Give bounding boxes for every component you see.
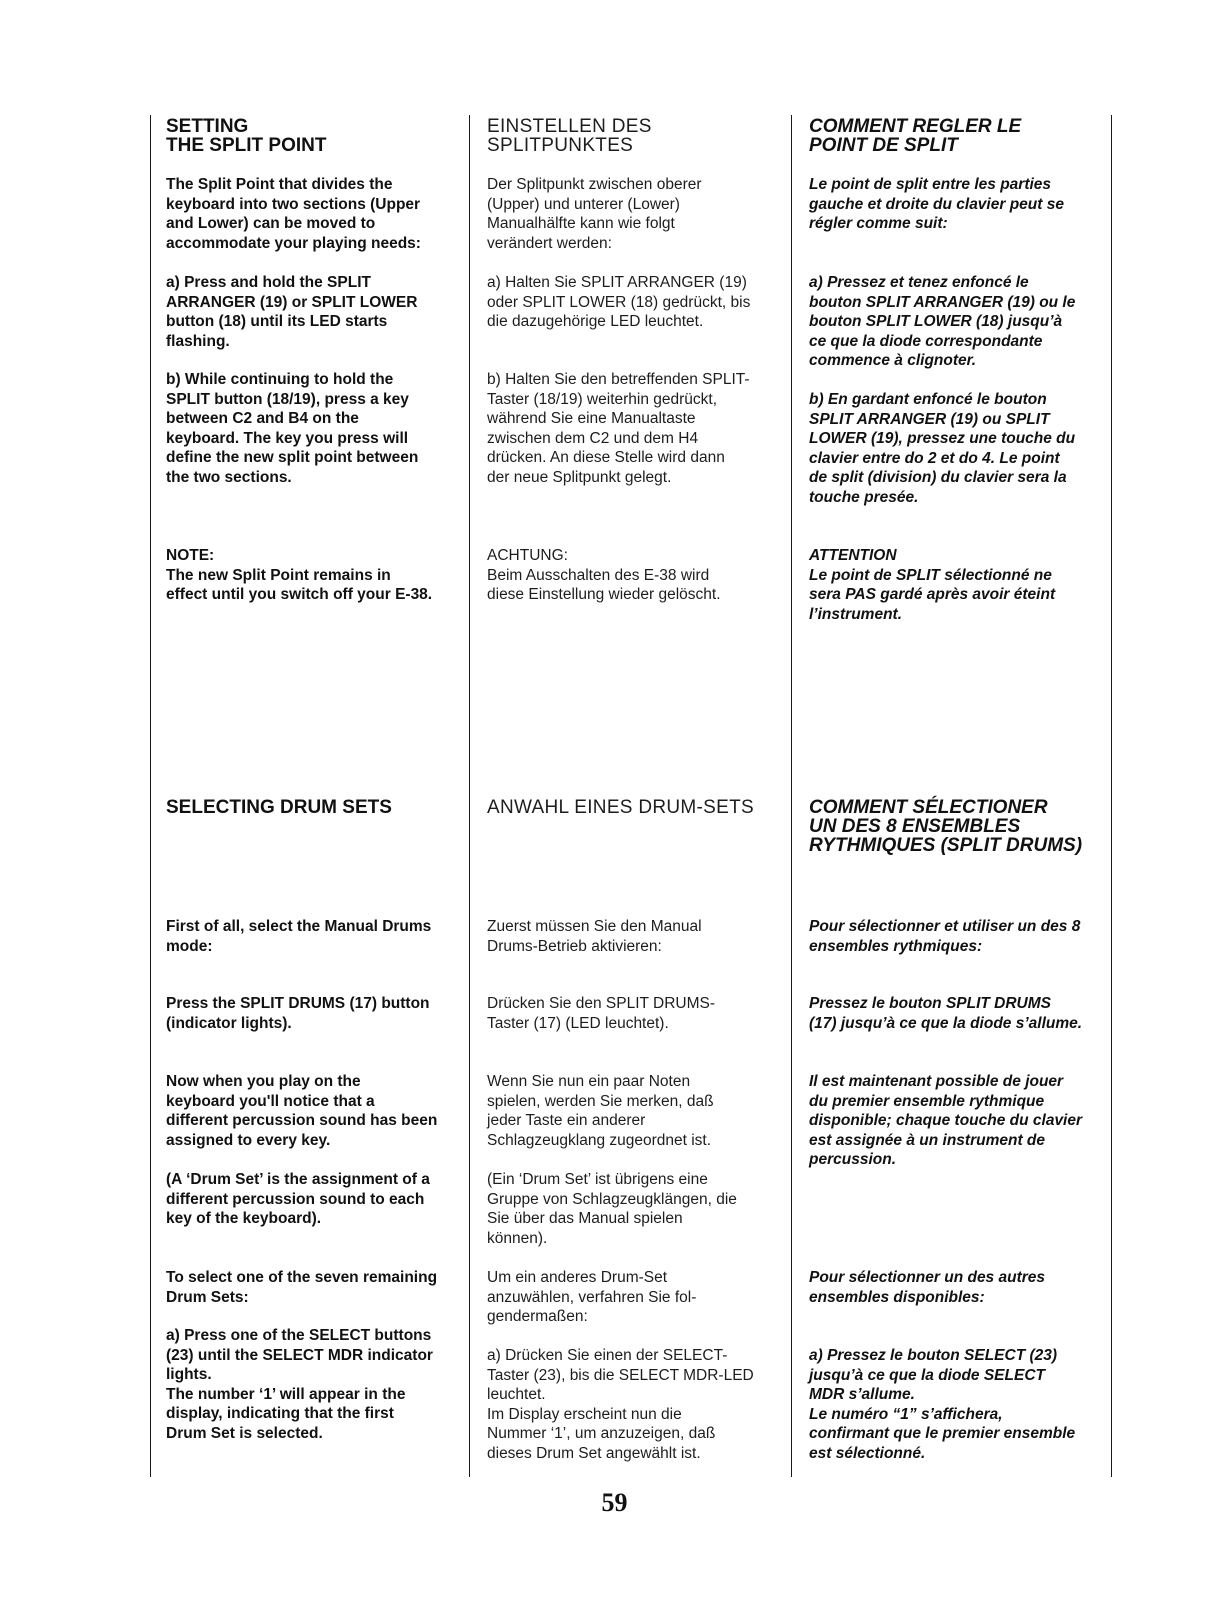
french-split-intro: Le point de split entre les parties gauche et droite du clavier peut se régler comme suit: (809, 176, 1064, 232)
english-drums-intro: First of all, select the Manual Drums mode: (166, 918, 432, 955)
english-split-intro: The Split Point that divides the keyboard into two sections (Upper and Lower) can be moved to accommodate your playing needs: (166, 176, 421, 252)
french-note: ATTENTION Le point de SPLIT sélectionné ne sera PAS gardé après avoir éteint l’instrument. (809, 547, 1056, 623)
german-drums-intro: Zuerst müssen Sie den Manual Drums-Betrieb aktivieren: (487, 918, 702, 955)
french-heading-drums: COMMENT SÉLECTIONER UN DES 8 ENSEMBLES RYTHMIQUES (SPLIT DRUMS) (809, 797, 1083, 856)
german-drums-press: Drücken Sie den SPLIT DRUMS- Taster (17) (LED leuchtet). (487, 995, 715, 1032)
english-split-step-a: a) Press and hold the SPLIT ARRANGER (19) or SPLIT LOWER button (18) until its LED starts flashing. (166, 274, 418, 350)
column-rule-left (150, 115, 151, 1477)
french-split-step-a: a) Pressez et tenez enfoncé le bouton SPLIT ARRANGER (19) ou le bouton SPLIT LOWER (18) jusqu’à ce que la diode correspondante commence à clignoter. (809, 274, 1076, 369)
french-heading-split: COMMENT REGLER LE POINT DE SPLIT (809, 116, 1022, 156)
french-drums-intro: Pour sélectionner et utiliser un des 8 ensembles rythmiques: (809, 918, 1081, 955)
english-drums-select: To select one of the seven remaining Drum Sets: (166, 1269, 438, 1306)
german-note: ACHTUNG: Beim Ausschalten des E-38 wird diese Einstellung wieder gelöscht. (487, 547, 721, 603)
german-heading-drums: ANWAHL EINES DRUM-SETS (487, 797, 754, 818)
german-split-step-a: a) Halten Sie SPLIT ARRANGER (19) oder SPLIT LOWER (18) gedrückt, bis die dazugehörige LED leuchtet. (487, 274, 751, 330)
french-drums-play: Il est maintenant possible de jouer du premier ensemble rythmique disponible; chaque touche du clavier est assignée à un instrument de percussion. (809, 1073, 1083, 1168)
english-drums-step-a: a) Press one of the SELECT buttons (23) until the SELECT MDR indicator lights. The number ‘1’ will appear in the display, indicating that the first Drum Set is selected. (166, 1327, 433, 1442)
english-heading-drums: SELECTING DRUM SETS (166, 797, 392, 818)
english-drums-definition: (A ‘Drum Set’ is the assignment of a different percussion sound to each key of the keyboard). (166, 1171, 430, 1227)
column-rule-mid-2 (791, 115, 792, 1477)
english-drums-play: Now when you play on the keyboard you'll notice that a different percussion sound has been assigned to every key. (166, 1073, 438, 1149)
english-drums-press: Press the SPLIT DRUMS (17) button (indicator lights). (166, 995, 430, 1032)
german-heading-split: EINSTELLEN DES SPLITPUNKTES (487, 116, 652, 156)
german-split-intro: Der Splitpunkt zwischen oberer (Upper) und unterer (Lower) Manualhälfte kann wie folgt verändert werden: (487, 176, 702, 252)
english-split-step-b: b) While continuing to hold the SPLIT button (18/19), press a key between C2 and B4 on the keyboard. The key you press will define the new split point between the two sections. (166, 371, 419, 486)
german-drums-step-a: a) Drücken Sie einen der SELECT- Taster (23), bis die SELECT MDR-LED leuchtet. Im Display erscheint nun die Nummer ‘1’, um anzuzeigen, daß dieses Drum Set angewählt ist. (487, 1347, 754, 1462)
english-heading-split: SETTING THE SPLIT POINT (166, 116, 327, 156)
page-number: 59 (601, 1488, 628, 1517)
english-note: NOTE: The new Split Point remains in effect until you switch off your E-38. (166, 547, 433, 603)
french-drums-press: Pressez le bouton SPLIT DRUMS (17) jusqu’à ce que la diode s’allume. (809, 995, 1083, 1032)
column-rule-right (1111, 115, 1112, 1477)
french-drums-select: Pour sélectionner un des autres ensembles disponibles: (809, 1269, 1046, 1306)
german-drums-play: Wenn Sie nun ein paar Noten spielen, werden Sie merken, daß jeder Taste ein anderer Schlagzeugklang zugeordnet ist. (487, 1073, 714, 1149)
german-split-step-b: b) Halten Sie den betreffenden SPLIT- Taster (18/19) weiterhin gedrückt, während Sie eine Manualtaste zwischen dem C2 und dem H4 drücken. An diese Stelle wird dann der neue Splitpunkt gelegt. (487, 371, 750, 486)
german-drums-select: Um ein anderes Drum-Set anzuwählen, verfahren Sie fol- gendermaßen: (487, 1269, 697, 1325)
french-drums-step-a: a) Pressez le bouton SELECT (23) jusqu’à ce que la diode SELECT MDR s’allume. Le numéro “1” s’affichera, confirmant que le premier ensemble est sélectionné. (809, 1347, 1076, 1462)
french-split-step-b: b) En gardant enfoncé le bouton SPLIT ARRANGER (19) ou SPLIT LOWER (19), pressez une touche du clavier entre do 2 et do 4. Le point de split (division) du clavier sera la touche presée. (809, 391, 1076, 506)
column-rule-mid-1 (469, 115, 470, 1477)
german-drums-definition: (Ein ‘Drum Set’ ist übrigens eine Gruppe von Schlagzeugklängen, die Sie über das Manual spielen können). (487, 1171, 737, 1247)
